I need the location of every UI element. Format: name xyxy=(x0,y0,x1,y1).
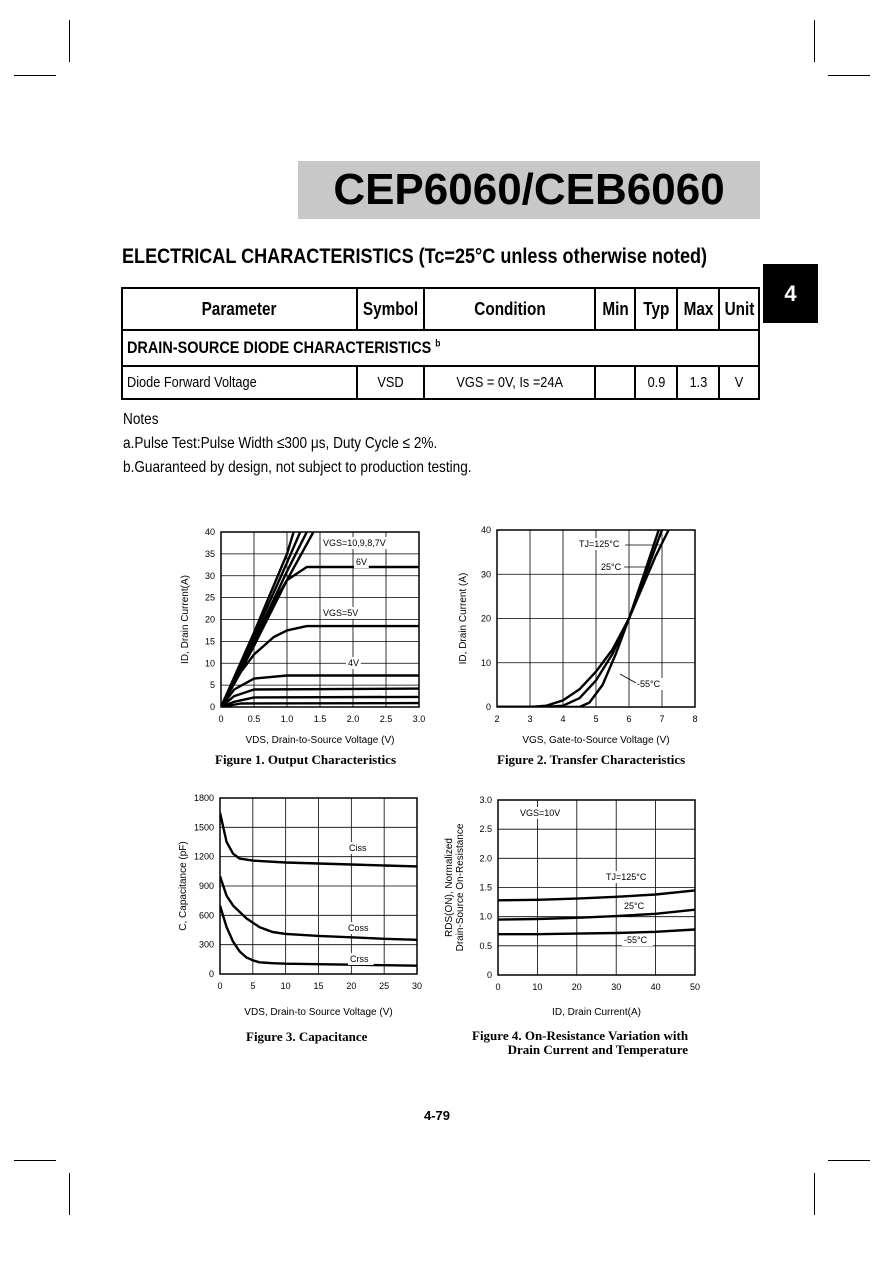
table-row xyxy=(122,366,759,399)
y-tick-label: 40 xyxy=(204,527,215,537)
y-axis-label: C, Capacitance (pF) xyxy=(178,841,189,931)
notes xyxy=(123,408,533,480)
column-header: Unit xyxy=(719,288,759,330)
x-tick-label: 2 xyxy=(494,714,500,724)
annotation-label: VGS=10,9,8,7V xyxy=(323,538,386,548)
table-cell: VSD xyxy=(357,366,424,399)
table-header-row xyxy=(122,288,759,330)
x-axis-label: VDS, Drain-to-Source Voltage (V) xyxy=(245,735,395,746)
y-tick-label: 15 xyxy=(204,636,215,647)
y-tick-label: 20 xyxy=(480,613,491,624)
section-title-cell: DRAIN-SOURCE DIODE CHARACTERISTICS $^b$ xyxy=(122,330,759,366)
y-tick-label: 1800 xyxy=(193,793,214,803)
annotation-label: 4V xyxy=(348,658,360,668)
annotation-label: -55°C xyxy=(624,935,648,945)
annotation-label: -55°C xyxy=(637,679,661,689)
series-line-3 xyxy=(498,930,695,935)
x-tick-label: 15 xyxy=(313,981,324,991)
annotation-label: TJ=125°C xyxy=(579,539,620,549)
title-banner xyxy=(298,161,760,219)
annotation-label: 6V xyxy=(356,557,368,567)
x-tick-label: 40 xyxy=(650,982,661,992)
y-tick-label: 2.0 xyxy=(479,853,492,864)
y-tick-label: 600 xyxy=(198,910,214,921)
note-item: b.Guaranteed by design, not subject to production testing. xyxy=(123,459,472,476)
y-tick-label: 20 xyxy=(204,614,215,625)
column-header: Max xyxy=(677,288,719,330)
y-tick-label: 1.5 xyxy=(479,882,492,893)
table-cell xyxy=(595,366,635,399)
x-axis-label: VDS, Drain-to Source Voltage (V) xyxy=(244,1007,393,1018)
x-axis-label: VGS, Gate-to-Source Voltage (V) xyxy=(522,735,670,746)
series-line-2 xyxy=(498,910,695,920)
y-axis-label: RDS(ON), Normalized xyxy=(444,838,455,937)
annotation-label: Crss xyxy=(350,954,369,964)
y-tick-label: 5 xyxy=(209,680,215,691)
column-header: Condition xyxy=(424,288,596,330)
notes-title: Notes xyxy=(123,411,159,428)
x-tick-label: 25 xyxy=(379,981,390,991)
table-cell: 1.3 xyxy=(677,366,719,399)
output-characteristics-chart xyxy=(170,520,450,750)
y-tick-label: 1200 xyxy=(193,851,214,862)
x-tick-label: 0.5 xyxy=(247,714,261,724)
annotation-label: VGS=10V xyxy=(520,808,561,818)
page-number: 4-79 xyxy=(424,1108,451,1123)
section-heading: ELECTRICAL CHARACTERISTICS (Tc=25°C unless otherwise noted) xyxy=(122,245,708,268)
series-group xyxy=(498,890,695,934)
on-resistance-chart xyxy=(440,788,720,1020)
x-tick-label: 1.5 xyxy=(313,714,327,724)
y-tick-label: 25 xyxy=(204,592,215,603)
y-tick-label: 30 xyxy=(204,570,215,581)
x-tick-label: 50 xyxy=(689,982,701,992)
x-tick-label: 30 xyxy=(411,981,423,991)
y-tick-label: 10 xyxy=(204,658,215,669)
annotation-label: 25°C xyxy=(601,562,622,572)
x-tick-label: 10 xyxy=(280,981,291,991)
x-tick-label: 5 xyxy=(250,981,256,991)
y-tick-label: 0 xyxy=(485,702,491,712)
note-item: a.Pulse Test:Pulse Width ≤300 μs, Duty Cycle ≤ 2%. xyxy=(123,435,438,452)
column-header: Parameter xyxy=(122,288,357,330)
x-tick-label: 4 xyxy=(560,714,566,724)
gridlines xyxy=(498,800,695,975)
annotation-label: TJ=125°C xyxy=(606,872,647,882)
figure-4-caption xyxy=(472,1028,688,1058)
annotation-label: VGS=5V xyxy=(323,608,359,618)
y-axis-label: ID, Drain Current(A) xyxy=(180,575,191,664)
annotation-label: 25°C xyxy=(624,901,645,911)
x-tick-label: 1.0 xyxy=(280,714,294,724)
figure-1-caption: Figure 1. Output Characteristics xyxy=(215,752,397,767)
x-tick-label: 8 xyxy=(692,714,698,724)
gridlines xyxy=(220,798,417,974)
y-tick-label: 0 xyxy=(208,969,214,979)
column-header: Min xyxy=(595,288,635,330)
y-tick-label: 2.5 xyxy=(479,824,492,835)
figure-4-caption-line-1: Figure 4. On-Resistance Variation with xyxy=(472,1028,689,1043)
x-tick-label: 3 xyxy=(527,714,533,724)
y-tick-label: 1.0 xyxy=(479,911,492,922)
x-tick-label: 30 xyxy=(611,982,622,992)
y-tick-label: 40 xyxy=(480,525,491,535)
electrical-characteristics-table xyxy=(121,287,760,400)
y-tick-label: 3.0 xyxy=(479,795,492,805)
table-cell: VGS = 0V, Is =24A xyxy=(424,366,596,399)
table-cell: V xyxy=(719,366,759,399)
y-tick-label: 0 xyxy=(486,970,492,980)
page-title: CEP6060/CEB6060 xyxy=(333,165,725,214)
x-tick-label: 2.5 xyxy=(379,714,393,724)
y-tick-label: 1500 xyxy=(193,822,214,833)
annotation-label: Coss xyxy=(348,923,369,933)
table-cell: 0.9 xyxy=(635,366,677,399)
annotation-leader xyxy=(620,674,636,683)
y-axis-label: ID, Drain Current (A) xyxy=(458,572,469,665)
annotation-label: Ciss xyxy=(349,843,367,853)
x-tick-label: 20 xyxy=(346,981,357,991)
x-tick-label: 7 xyxy=(659,714,665,724)
x-tick-label: 6 xyxy=(626,714,632,724)
column-header: Typ xyxy=(635,288,677,330)
y-tick-label: 300 xyxy=(198,939,214,950)
x-tick-label: 2.0 xyxy=(346,714,360,724)
x-tick-label: 5 xyxy=(593,714,599,724)
series-line-1 xyxy=(498,890,695,900)
x-axis-label: ID, Drain Current(A) xyxy=(552,1007,641,1018)
x-tick-label: 20 xyxy=(571,982,582,992)
figure-2-caption: Figure 2. Transfer Characteristics xyxy=(497,752,686,767)
table-section-row xyxy=(122,330,759,366)
table-cell: Diode Forward Voltage xyxy=(122,366,357,399)
section-tab: 4 xyxy=(763,264,818,323)
x-tick-label: 3.0 xyxy=(412,714,426,724)
y-tick-label: 0 xyxy=(209,702,215,712)
y-axis-label: Drain-Source On-Resistance xyxy=(455,823,466,952)
x-tick-label: 0 xyxy=(495,982,501,992)
figure-3-caption: Figure 3. Capacitance xyxy=(246,1029,368,1044)
transfer-characteristics-chart xyxy=(450,520,720,750)
x-tick-label: 0 xyxy=(218,714,224,724)
y-tick-label: 10 xyxy=(480,657,491,668)
column-header: Symbol xyxy=(357,288,424,330)
y-tick-label: 35 xyxy=(204,548,215,559)
figure-4-caption-line-2: Drain Current and Temperature xyxy=(507,1042,689,1057)
x-tick-label: 10 xyxy=(532,982,543,992)
x-tick-label: 0 xyxy=(217,981,223,991)
capacitance-chart xyxy=(170,788,450,1020)
y-tick-label: 900 xyxy=(198,881,214,891)
y-tick-label: 0.5 xyxy=(479,940,492,951)
y-tick-label: 30 xyxy=(480,569,491,580)
